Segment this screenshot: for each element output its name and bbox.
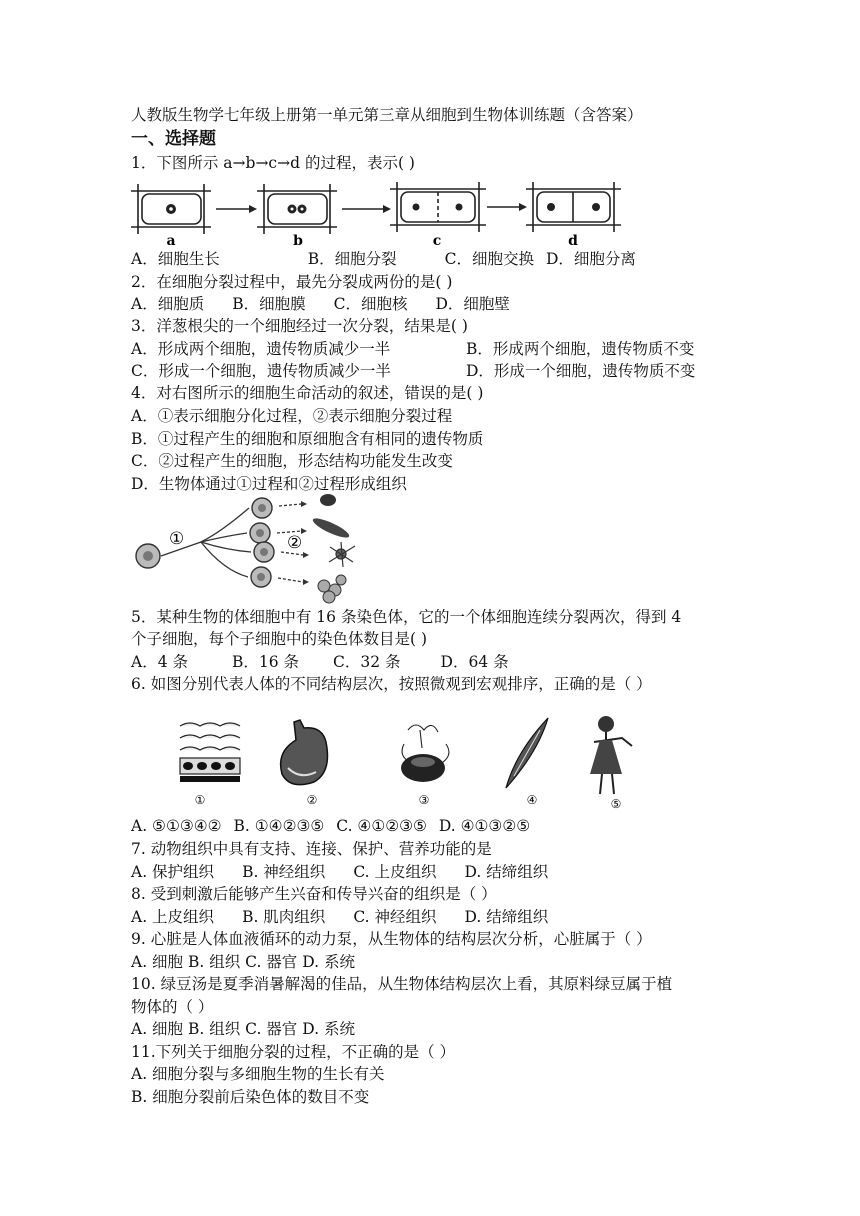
question-11-option-a: A. 细胞分裂与多细胞生物的生长有关 (131, 1065, 385, 1083)
cell-division-figure (131, 180, 631, 250)
option: A．4 条 (131, 653, 188, 671)
figure-label-3: ③ (418, 793, 430, 807)
question-1-stem: 1．下图所示 a→b→c→d 的过程，表示( ) (131, 154, 415, 172)
option: B. 肌肉组织 (242, 908, 326, 926)
option: B．16 条 (231, 653, 300, 671)
question-3-stem: 3．洋葱根尖的一个细胞经过一次分裂，结果是( ) (131, 317, 468, 335)
question-10-stem-line1: 10. 绿豆汤是夏季消暑解渴的佳品，从生物体结构层次上看，其原料绿豆属于植 (131, 975, 673, 993)
question-5-stem-line2: 个子细胞，每个子细胞中的染色体数目是( ) (131, 630, 428, 648)
figure-label-4: ④ (526, 793, 538, 807)
option: C．细胞交换 (444, 250, 534, 268)
question-8-options (131, 906, 548, 928)
process-mark-1: ① (169, 529, 185, 549)
question-3-option-c: C．形成一个细胞，遗传物质减少一半 (131, 362, 391, 380)
question-11-stem: 11.下列关于细胞分裂的过程，不正确的是（ ） (131, 1043, 456, 1061)
option: A. ⑤①③④② (131, 817, 222, 835)
figure-label-2: ② (306, 793, 318, 807)
question-4-option-a: A．①表示细胞分化过程，②表示细胞分裂过程 (131, 407, 453, 425)
question-7-options (131, 861, 548, 883)
question-6-stem: 6. 如图分别代表人体的不同结构层次，按照微观到宏观排序，正确的是（ ） (131, 675, 652, 693)
option: C．细胞核 (333, 295, 408, 313)
question-2-stem: 2．在细胞分裂过程中，最先分裂成两份的是( ) (131, 273, 453, 291)
question-10-options: A. 细胞 B. 组织 C. 器官 D. 系统 (131, 1020, 355, 1038)
option: A．细胞质 (131, 295, 205, 313)
option: C. ④①②③⑤ (336, 817, 427, 835)
cell-differentiation-figure (131, 492, 381, 604)
question-3-option-a: A．形成两个细胞，遗传物质减少一半 (131, 340, 391, 358)
question-5-stem-line1: 5．某种生物的体细胞中有 16 条染色体，它的一个体细胞连续分裂两次，得到 4 (131, 608, 682, 626)
option: D．细胞分离 (545, 250, 636, 268)
question-8-stem: 8. 受到刺激后能够产生兴奋和传导兴奋的组织是（ ） (131, 885, 497, 903)
question-5-options (131, 651, 509, 673)
section-heading: 一、选择题 (131, 129, 216, 149)
structure-levels-figure (176, 712, 646, 812)
question-11-option-b: B. 细胞分裂前后染色体的数目不变 (131, 1088, 370, 1106)
option: B．细胞分裂 (307, 250, 397, 268)
option: B．细胞膜 (232, 295, 306, 313)
option: C. 神经组织 (353, 908, 437, 926)
figure-label-a: a (166, 233, 176, 249)
document-title: 人教版生物学七年级上册第一单元第三章从细胞到生物体训练题（含答案） (131, 106, 643, 124)
figure-label-1: ① (194, 793, 206, 807)
question-6-options (131, 815, 530, 837)
option: D. 结缔组织 (464, 863, 549, 881)
option: D. ④①③②⑤ (438, 817, 531, 835)
option: C. 上皮组织 (353, 863, 437, 881)
question-9-options: A. 细胞 B. 组织 C. 器官 D. 系统 (131, 953, 355, 971)
question-9-stem: 9. 心脏是人体血液循环的动力泵，从生物体的结构层次分析，心脏属于（ ） (131, 930, 652, 948)
question-4-stem: 4．对右图所示的细胞生命活动的叙述，错误的是( ) (131, 384, 484, 402)
figure-label-c: c (432, 233, 442, 249)
option: A. 保护组织 (131, 863, 215, 881)
figure-label-d: d (568, 233, 578, 249)
option: A. 上皮组织 (131, 908, 215, 926)
question-3-option-d: D．形成一个细胞，遗传物质不变 (466, 362, 696, 380)
question-3-option-b: B．形成两个细胞，遗传物质不变 (466, 340, 695, 358)
question-1-options (131, 248, 636, 270)
question-2-options (131, 293, 510, 315)
question-7-stem: 7. 动物组织中具有支持、连接、保护、营养功能的是 (131, 840, 492, 858)
option: D．细胞壁 (435, 295, 510, 313)
figure-label-5: ⑤ (610, 797, 622, 811)
option: D．64 条 (440, 653, 509, 671)
figure-label-b: b (293, 233, 303, 249)
process-mark-2: ② (287, 533, 303, 553)
question-10-stem-line2: 物体的（ ） (131, 998, 214, 1016)
option: B. 神经组织 (242, 863, 326, 881)
option: D. 结缔组织 (464, 908, 549, 926)
option: A．细胞生长 (131, 250, 220, 268)
option: B. ①④②③⑤ (233, 817, 325, 835)
option: C．32 条 (333, 653, 401, 671)
question-4-option-c: C．②过程产生的细胞，形态结构功能发生改变 (131, 452, 453, 470)
question-4-option-b: B．①过程产生的细胞和原细胞含有相同的遗传物质 (131, 430, 484, 448)
question-4-option-d: D．生物体通过①过程和②过程形成组织 (131, 475, 407, 493)
